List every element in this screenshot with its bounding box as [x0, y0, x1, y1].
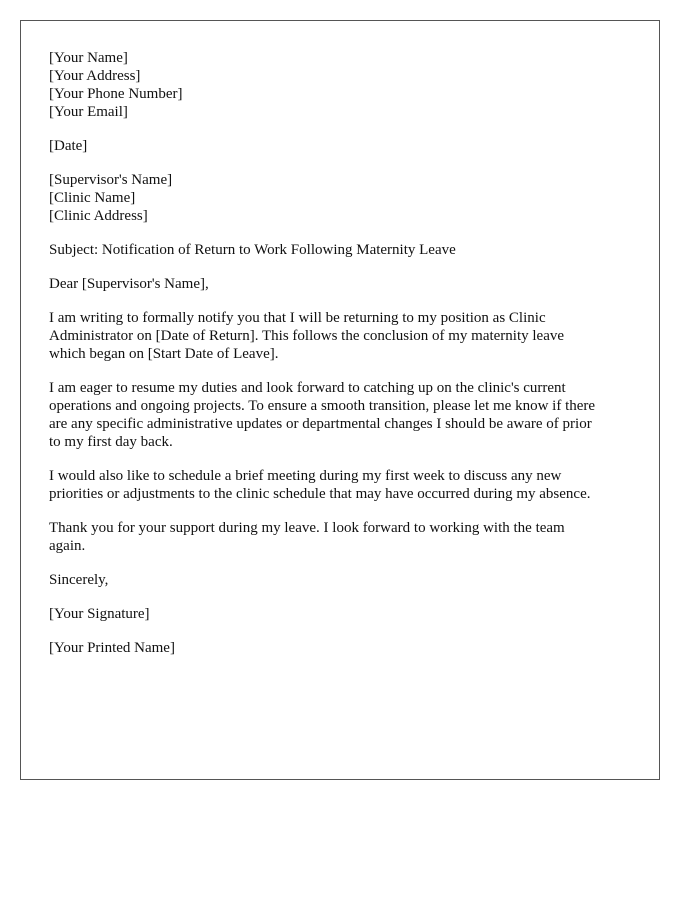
paragraph-line: which began on [Start Date of Leave].: [49, 346, 279, 362]
paragraph-line: I am eager to resume my duties and look forward to catching up on the clinic's current: [49, 380, 566, 396]
paragraph-meeting-request: [49, 467, 609, 503]
printed-name-block: [49, 639, 609, 657]
signature-block: [49, 605, 609, 623]
paragraph-line: Administrator on [Date of Return]. This follows the conclusion of my maternity leave: [49, 328, 565, 344]
printed-name: [Your Printed Name]: [49, 640, 175, 656]
recipient-clinic-name: [Clinic Name]: [49, 190, 136, 206]
date-block: [49, 137, 609, 155]
paragraph-resume-duties: [49, 379, 609, 451]
recipient-clinic-address: [Clinic Address]: [49, 208, 148, 224]
letter-body: [49, 49, 609, 673]
paragraph-line: operations and ongoing projects. To ensure a smooth transition, please let me know if there: [49, 398, 596, 414]
sender-address: [Your Address]: [49, 68, 141, 84]
sender-email: [Your Email]: [49, 104, 128, 120]
closing: Sincerely,: [49, 572, 109, 588]
paragraph-line: I would also like to schedule a brief meeting during my first week to discuss any new: [49, 468, 562, 484]
paragraph-line: priorities or adjustments to the clinic schedule that may have occurred during my absence.: [49, 486, 591, 502]
letter-page: [20, 20, 660, 780]
subject-block: [49, 241, 609, 259]
paragraph-line: I am writing to formally notify you that I will be returning to my position as Clinic: [49, 310, 546, 326]
salutation-block: [49, 275, 609, 293]
subject-line: Subject: Notification of Return to Work Following Maternity Leave: [49, 242, 456, 258]
signature: [Your Signature]: [49, 606, 150, 622]
paragraph-line: are any specific administrative updates or departmental changes I should be aware of prior: [49, 416, 592, 432]
paragraph-thanks: [49, 519, 609, 555]
sender-phone: [Your Phone Number]: [49, 86, 183, 102]
recipient-name: [Supervisor's Name]: [49, 172, 173, 188]
recipient-block: [49, 171, 609, 225]
sender-name: [Your Name]: [49, 50, 128, 66]
salutation: Dear [Supervisor's Name],: [49, 276, 209, 292]
sender-block: [49, 49, 609, 121]
closing-block: [49, 571, 609, 589]
paragraph-return-notice: [49, 309, 609, 363]
letter-date: [Date]: [49, 138, 88, 154]
paragraph-line: to my first day back.: [49, 434, 173, 450]
paragraph-line: Thank you for your support during my leave. I look forward to working with the team: [49, 520, 565, 536]
paragraph-line: again.: [49, 538, 86, 554]
